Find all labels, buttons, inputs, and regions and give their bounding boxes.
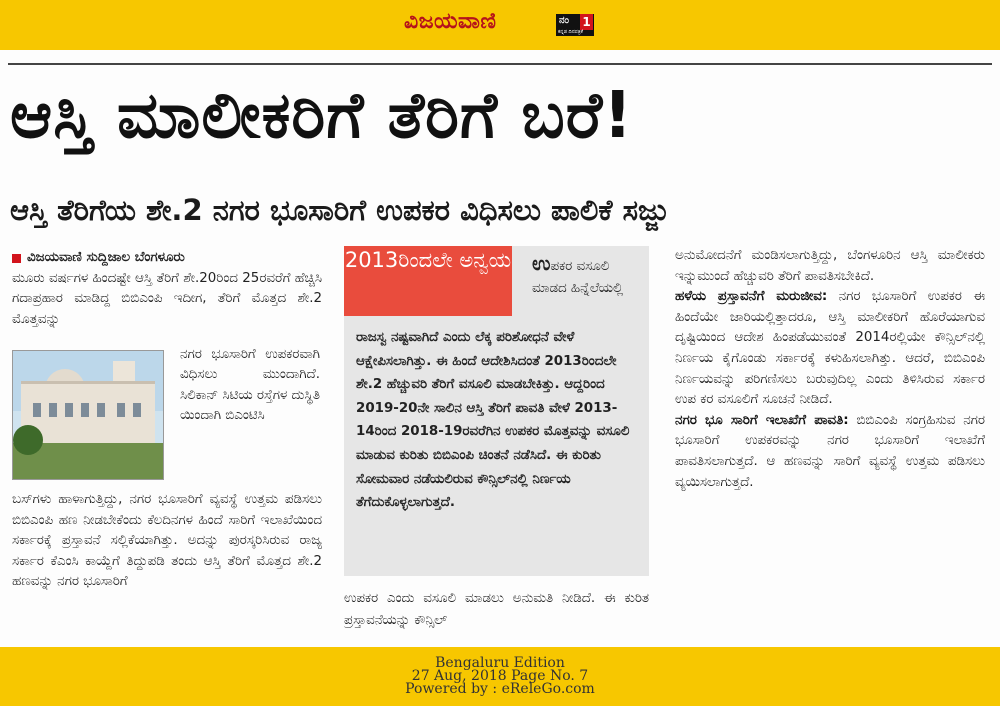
article-subheadline: ಆಸ್ತಿ ತೆರಿಗೆಯ ಶೇ.2 ನಗರ ಭೂಸಾರಿಗೆ ಉಪಕರ ವಿಧಿಸಲು ಪಾಲಿಕೆ ಸಜ್ಜು: [10, 193, 669, 227]
byline-text: ವಿಜಯವಾಣಿ ಸುದ್ದಿಜಾಲ ಬೆಂಗಳೂರು: [27, 250, 185, 265]
badge-one-text: 1: [580, 14, 593, 30]
subheading-old-proposal: ಹಳೆಯ ಪ್ರಸ್ತಾವನೆಗೆ ಮರುಜೀವ:: [675, 289, 828, 305]
byline: [12, 248, 322, 269]
drop-cap: ಉ: [532, 251, 551, 275]
sidebar-box-lead-text: ಪಕರ ವಸೂಲಿ ಮಾಡದ ಹಿನ್ನೆಲೆಯಲ್ಲಿ: [532, 259, 624, 296]
badge-no-text: ನಂ: [559, 15, 569, 26]
column-3-para-2: [675, 287, 985, 411]
powered-by-link[interactable]: Powered by : eReleGo.com: [405, 681, 595, 697]
column-1-continued: ಬಸ್‌ಗಳು ಹಾಳಾಗುತ್ತಿದ್ದು, ನಗರ ಭೂಸಾರಿಗೆ ವ್ಯವಸ್ಥೆ ಉತ್ತಮ ಪಡಿಸಲು ಬಿಬಿಎಂಪಿ ಹಣ ನೀಡಬೇಕೆಂದು ಕೆಲದಿನಗಳ ಹಿಂದೆ ಸಾರಿಗೆ ಇಲಾಖೆಯಿಂದ ಸರ್ಕಾರಕ್ಕೆ ಪ್ರಸ್ತಾವನೆ ಸಲ್ಲಿಕೆಯಾಗಿತ್ತು. ಅದನ್ನು ಪುರಸ್ಕರಿಸಿರುವ ರಾಜ್ಯ ಸರ್ಕಾರ ಕೆಎಂಸಿ ಕಾಯ್ದೆಗೆ ತಿದ್ದುಪಡಿ ತಂದು ಆಸ್ತಿ ತೆರಿಗೆ ಮೊತ್ತದ ಶೇ.2 ಹಣವನ್ನು ನಗರ ಭೂಸಾರಿಗೆ: [12, 492, 322, 590]
bbmp-building-photo: [12, 350, 164, 480]
column-1-intro: ಮೂರು ವರ್ಷಗಳ ಹಿಂದಷ್ಟೇ ಆಸ್ತಿ ತೆರಿಗೆ ಶೇ.20ರಿಂದ 25ರವರೆಗೆ ಹೆಚ್ಚಿಸಿ ಗದಾಪ್ರಹಾರ ಮಾಡಿದ್ದ ಬಿಬಿಎಂಪಿ ಇದೀಗ, ತೆರಿಗೆ ಮೊತ್ತದ ಶೇ.2 ಮೊತ್ತವನ್ನು: [12, 270, 322, 327]
sidebar-box-title: 2013ರಿಂದಲೇ ಅನ್ವಯ: [344, 246, 512, 316]
edition-label: Bengaluru Edition: [435, 655, 565, 671]
subheading-payment: ನಗರ ಭೂ ಸಾರಿಗೆ ಇಲಾಖೆಗೆ ಪಾವತಿ:: [675, 412, 849, 428]
column-3-para-1: ಅನುಮೋದನೆಗೆ ಮಂಡಿಸಲಾಗುತ್ತಿದ್ದು, ಬೆಂಗಳೂರಿನ ಆಸ್ತಿ ಮಾಲೀಕರು ಇನ್ನುಮುಂದೆ ಹೆಚ್ಚುವರಿ ತೆರಿಗೆ ಪಾವತಿಸಬೇಕಿದೆ.: [675, 248, 985, 284]
masthead-bar: [0, 0, 1000, 50]
sidebar-box-lead: [532, 252, 642, 300]
article-headline: ಆಸ್ತಿ ಮಾಲೀಕರಿಗೆ ತೆರಿಗೆ ಬರೆ!: [10, 79, 634, 153]
badge-subtitle: ಕನ್ನಡ ದಿನಪತ್ರಿಕೆ: [558, 29, 584, 35]
column-1: [12, 248, 322, 330]
column-1-wrap-text: ನಗರ ಭೂಸಾರಿಗೆ ಉಪಕರವಾಗಿ ವಿಧಿಸಲು ಮುಂದಾಗಿದೆ. ಸಿಲಿಕಾನ್ ಸಿಟಿಯ ರಸ್ತೆಗಳ ದುಸ್ಥಿತಿ ಯಿಂದಾಗಿ ಬಿಎಂಟಿಸಿ: [180, 347, 320, 424]
column-3-para-3: [675, 411, 985, 493]
byline-bullet-icon: [12, 254, 21, 263]
column-2-continued: ಉಪಕರ ಎಂದು ವಸೂಲಿ ಮಾಡಲು ಅನುಮತಿ ನೀಡಿದೆ. ಈ ಕುರಿತ ಪ್ರಸ್ತಾವನೆಯನ್ನು ಕೌನ್ಸಿಲ್: [344, 591, 649, 628]
newspaper-clipping: [0, 50, 1000, 647]
top-divider: [8, 63, 992, 65]
column-3-para-3-text: ಬಿಬಿಎಂಪಿ ಸಂಗ್ರಹಿಸುವ ನಗರ ಭೂಸಾರಿಗೆ ಉಪಕರವನ್ನು ನಗರ ಭೂಸಾರಿಗೆ ಇಲಾಖೆಗೆ ಪಾವತಿಸಲಾಗುತ್ತದೆ. ಆ ಹಣವನ್ನು ಸಾರಿಗೆ ವ್ಯವಸ್ಥೆ ಉತ್ತಮ ಪಡಿಸಲು ವ್ಯಯಿಸಲಾಗುತ್ತದೆ.: [675, 412, 985, 490]
column-3: [675, 246, 985, 493]
date-page-label: 27 Aug, 2018 Page No. 7: [411, 668, 589, 684]
footer-bar: [0, 647, 1000, 706]
newspaper-logo[interactable]: ವಿಜಯವಾಣಿ: [404, 9, 497, 34]
column-3-para-2-text: ನಗರ ಭೂಸಾರಿಗೆ ಉಪಕರ ಈ ಹಿಂದೆಯೇ ಜಾರಿಯಲ್ಲಿತ್ತಾದರೂ, ಆಸ್ತಿ ಮಾಲೀಕರಿಗೆ ಹೊರೆಯಾಗುವ ದೃಷ್ಟಿಯಿಂದ ಆದೇಶ ಹಿಂಪಡೆಯುವಂತೆ 2014ರಲ್ಲಿಯೇ ಕೌನ್ಸಿಲ್‌ನಲ್ಲಿ ನಿರ್ಣಯ ಕೈಗೊಂಡು ಸರ್ಕಾರಕ್ಕೆ ಕಳುಹಿಸಲಾಗಿತ್ತು. ಆದರೆ, ಬಿಬಿಎಂಪಿ ನಿರ್ಣಯವನ್ನು ಪರಿಗಣಿಸಲು ಬರುವುದಿಲ್ಲ ಎಂದು ತಿಳಿಸಿರುವ ಸರ್ಕಾರ ಉಪ ಕರ ವಸೂಲಿಗೆ ಸೂಚನೆ ನೀಡಿದೆ.: [675, 289, 985, 408]
number-one-badge: [556, 14, 594, 36]
sidebar-box-body: ರಾಜಸ್ವ ನಷ್ಟವಾಗಿದೆ ಎಂದು ಲೆಕ್ಕ ಪರಿಶೋಧನೆ ವೇಳೆ ಆಕ್ಷೇಪಿಸಲಾಗಿತ್ತು. ಈ ಹಿಂದೆ ಆದೇಶಿಸಿದಂತೆ 2013ರಿಂದಲೇ ಶೇ.2 ಹೆಚ್ಚುವರಿ ತೆರಿಗೆ ವಸೂಲಿ ಮಾಡಬೇಕಿತ್ತು. ಆದ್ದರಿಂದ 2019-20ನೇ ಸಾಲಿನ ಆಸ್ತಿ ತೆರಿಗೆ ಪಾವತಿ ವೇಳೆ 2013-14ರಿಂದ 2018-19ರವರೆಗಿನ ಉಪಕರ ಮೊತ್ತವನ್ನು ವಸೂಲಿ ಮಾಡುವ ಕುರಿತು ಬಿಬಿಎಂಪಿ ಚಿಂತನೆ ನಡೆಸಿದೆ. ಈ ಕುರಿತು ಸೋಮವಾರ ನಡೆಯಲಿರುವ ಕೌನ್ಸಿಲ್‌ನಲ್ಲಿ ನಿರ್ಣಯ ತೆಗೆದುಕೊಳ್ಳಲಾಗುತ್ತದೆ.: [356, 330, 630, 511]
